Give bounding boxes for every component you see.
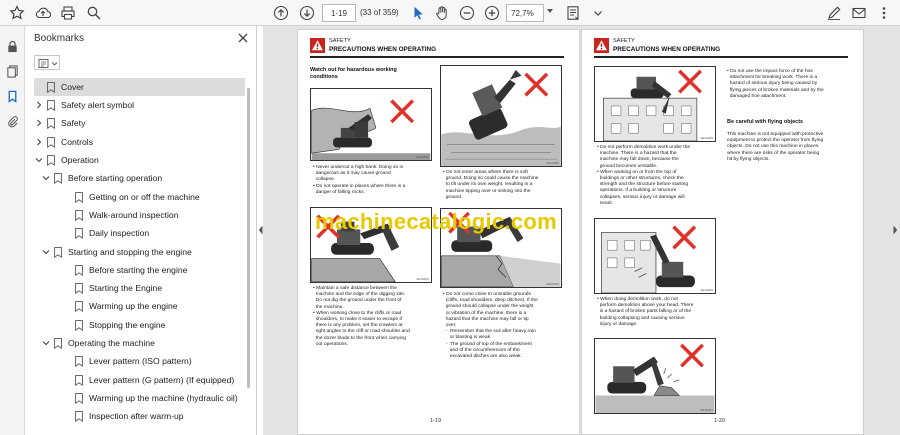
page-number-input[interactable]: 1-19 [322,4,356,22]
bookmark-spacer [62,320,72,330]
bookmark-label: Starting the Engine [89,283,163,293]
bookmark-spacer [62,356,72,366]
bookmark-ribbon-icon [54,247,62,258]
bookmark-spacer [62,283,72,293]
more-options-icon[interactable] [874,3,894,23]
illustration-demolition-below [594,66,716,142]
next-page-icon[interactable] [297,3,317,23]
bookmark-item[interactable] [62,261,187,279]
bookmarks-panel [25,26,257,435]
bookmark-scrollbar-thumb[interactable] [247,88,250,388]
subheading-flying-objects: Be careful with flying objects [727,119,804,125]
bookmark-ribbon-icon [47,118,55,129]
bookmark-ribbon-icon [47,100,55,111]
bookmark-ribbon-icon [75,210,83,221]
bookmark-item[interactable] [41,169,162,187]
bookmark-ribbon-icon [54,173,62,184]
illustration-soft-ground [440,65,562,167]
safety-alert-icon [310,38,325,53]
bookmark-item[interactable] [41,243,192,261]
zoom-out-icon[interactable] [457,3,477,23]
bookmark-ribbon-icon [47,155,55,166]
bookmark-label: Daily inspection [89,228,150,238]
bookmark-ribbon-icon[interactable] [4,88,21,105]
page-heading: PRECAUTIONS WHEN OPERATING [329,46,437,53]
illustration-undercut-bank [310,88,432,161]
bookmark-options-button[interactable] [34,55,60,70]
fit-page-icon[interactable] [563,3,583,23]
page-header [310,36,564,58]
bookmark-label: Getting on or off the machine [89,192,200,202]
text-edge-distance: • Maintain a safe distance between the machine and the edge of the digging site. Do not dig the ground under the front of the machine. • When working close to the cliffs or road shoulders, to make it easier to escape if there is any problem, set the crawlers at right angles to the cliff or road shoulder and the dozer blade to the front when carrying out operations. [313,286,410,347]
bookmark-star-icon[interactable] [7,3,27,23]
print-icon[interactable] [58,3,78,23]
close-panel-icon[interactable] [236,31,250,45]
bookmark-ribbon-icon [54,338,62,349]
bookmark-spacer [62,411,72,421]
bookmark-label: Inspection after warm-up [89,411,184,421]
bookmark-label: Warming up the engine [89,301,178,311]
illustration-demolition-overhead [594,218,716,294]
pages-thumbnail-icon[interactable] [4,63,21,80]
text-demolition-overhead: • When doing demolition work, do not perform demolition above your head. There is a hazard of broken parts falling or of the building collapsing and causing serious injury or damage. [597,297,694,327]
figure-code: AE1S004 [546,282,559,286]
figure-code: AE1S003 [416,277,429,281]
zoom-dropdown-chevron-icon[interactable] [547,9,553,13]
bookmarks-panel-title: Bookmarks [34,33,85,44]
text-undercut-warning: • Never undercut a high bank. Doing so is dangerous as it may cause ground collapse. • Do not operate in places where there is a danger of falling rocks. [313,165,406,195]
subheading: Watch out for hazardous working conditions [310,67,397,80]
bookmark-item[interactable] [62,316,165,334]
bookmark-label: Controls [61,137,93,147]
bookmark-spacer [62,301,72,311]
bookmark-item[interactable] [62,297,178,315]
bookmark-item[interactable] [34,114,85,132]
attachment-paperclip-icon[interactable] [4,113,21,130]
bookmark-label: Lever pattern (G pattern) (If equipped) [89,375,235,385]
text-flying-objects: This machine is not equipped with protective equipment to protect the operator from flying objects. Do not use this machine in places where there are risks of the operator being hit by flying objects. [727,132,824,162]
upload-cloud-icon[interactable] [33,3,53,23]
bookmark-ribbon-icon [75,265,83,276]
section-label: SAFETY [613,38,635,44]
chevron-down-icon[interactable] [34,155,44,165]
bookmark-ribbon-icon [47,137,55,148]
bookmark-item[interactable] [62,389,238,407]
bookmark-ribbon-icon [75,393,83,404]
bookmark-item[interactable] [34,133,93,151]
header-divider [594,56,848,58]
bookmark-spacer [62,210,72,220]
bookmark-item[interactable] [62,224,149,242]
page-1-20 [581,29,864,435]
bookmark-item[interactable] [62,206,178,224]
figure-code: AE1S006 [700,288,713,292]
bookmark-ribbon-icon [75,375,83,386]
illustration-impact-breaking [594,338,716,414]
bookmark-label: Starting and stopping the engine [68,247,192,257]
chevron-down-icon[interactable] [41,338,51,348]
bookmark-spacer [62,265,72,275]
text-soft-ground: • Do not enter areas where there is soft ground. Doing so could cause the machine to tilt under its own weight, resulting in a machine tipping over or sinking into the ground. [443,170,539,200]
lock-icon[interactable] [4,38,21,55]
header-divider [310,56,564,58]
bookmark-item[interactable] [41,334,155,352]
text-impact-force: • Do not use the impact force of the hoe attachment for breaking work. There is a hazard of serious injury being caused by flying pieces of broken materials and by the damaged hoe attachment. [727,69,824,99]
sign-pen-icon[interactable] [824,3,844,23]
page-number-right: 1-20 [714,418,726,424]
bookmark-item[interactable] [62,352,192,370]
bookmark-item[interactable] [62,279,162,297]
chevron-right-icon[interactable] [34,100,44,110]
chevron-right-icon[interactable] [34,118,44,128]
bookmark-item[interactable] [34,78,245,96]
bookmark-item[interactable] [62,188,200,206]
bookmark-item[interactable] [34,151,99,169]
more-tools-chevron-icon[interactable] [588,3,608,23]
navigation-rail [0,26,25,435]
bookmark-label: Safety [61,118,86,128]
bookmark-ribbon-icon [75,192,83,203]
bookmark-spacer [34,82,44,92]
bookmark-label: Cover [61,82,84,92]
bookmark-label: Warming up the machine (hydraulic oil) [89,393,238,403]
figure-code: AE1S002 [546,161,559,165]
hand-tool-icon[interactable] [432,3,452,23]
bookmark-spacer [62,375,72,385]
bookmark-item[interactable] [62,407,184,425]
bookmark-ribbon-icon [75,356,83,367]
page-number-left: 1-19 [430,418,442,424]
bookmark-label: Lever pattern (ISO pattern) [89,356,192,366]
main-toolbar [0,0,900,26]
safety-alert-icon [594,38,609,53]
previous-page-icon[interactable] [271,3,291,23]
bookmark-spacer [62,393,72,403]
bookmark-ribbon-icon [75,283,83,294]
bookmark-label: Operating the machine [68,338,155,348]
bookmark-spacer [62,192,72,202]
expand-right-panel-handle-icon[interactable] [893,222,898,232]
page-heading: PRECAUTIONS WHEN OPERATING [613,46,721,53]
bookmark-label: Stopping the engine [89,320,166,330]
bookmark-label: Before starting the engine [89,265,188,275]
text-demolition-below: • Do not perform demolition work under the machine. There is a hazard that the machine may fall down, because the ground becomes unstable. • When working on or from the top of buildings or other structures, check the strength and the structure before starting operations. If a building or structure collapses, serious injury or damage will result. [597,145,691,206]
bookmark-item[interactable] [62,371,234,389]
bookmark-item[interactable] [34,96,134,114]
bookmark-ribbon-icon [75,320,83,331]
figure-code: AE1S001 [416,155,429,159]
watermark-text: machinecatalogic.com [315,209,557,234]
chevron-down-icon[interactable] [41,173,51,183]
figure-code: AE1S005 [700,136,713,140]
bookmark-label: Before starting operation [68,173,163,183]
figure-code: AE1S007 [700,408,713,412]
email-icon[interactable] [849,3,869,23]
chevron-right-icon[interactable] [34,137,44,147]
zoom-in-icon[interactable] [482,3,502,23]
select-cursor-icon[interactable] [408,3,428,23]
section-label: SAFETY [329,38,351,44]
zoom-level-select[interactable]: 72,7% [506,4,544,22]
bookmark-label: Operation [61,155,99,165]
bookmark-label: Walk-around inspection [89,210,179,220]
text-unstable-ground: • Do not come close to unstable grounds (cliffs, road shoulders, deep ditches). If the ground should collapse under the weight or vibration of the machine, there is a hazard that the machine may fall or tip over. - Remember that the soil after heavy rain or blasting is weak. - The ground of top of the embankment and of the circumferences of the excavated ditches are also weak. [443,292,538,360]
bookmark-spacer [62,228,72,238]
page-count-label: (33 of 359) [360,8,399,17]
page-header [594,36,848,58]
search-icon[interactable] [84,3,104,23]
bookmark-ribbon-icon [75,411,83,422]
bookmark-ribbon-icon [75,228,83,239]
bookmark-label: Safety alert symbol [61,100,135,110]
bookmark-ribbon-icon [75,301,83,312]
bookmark-ribbon-icon [47,82,55,93]
chevron-down-icon[interactable] [41,247,51,257]
